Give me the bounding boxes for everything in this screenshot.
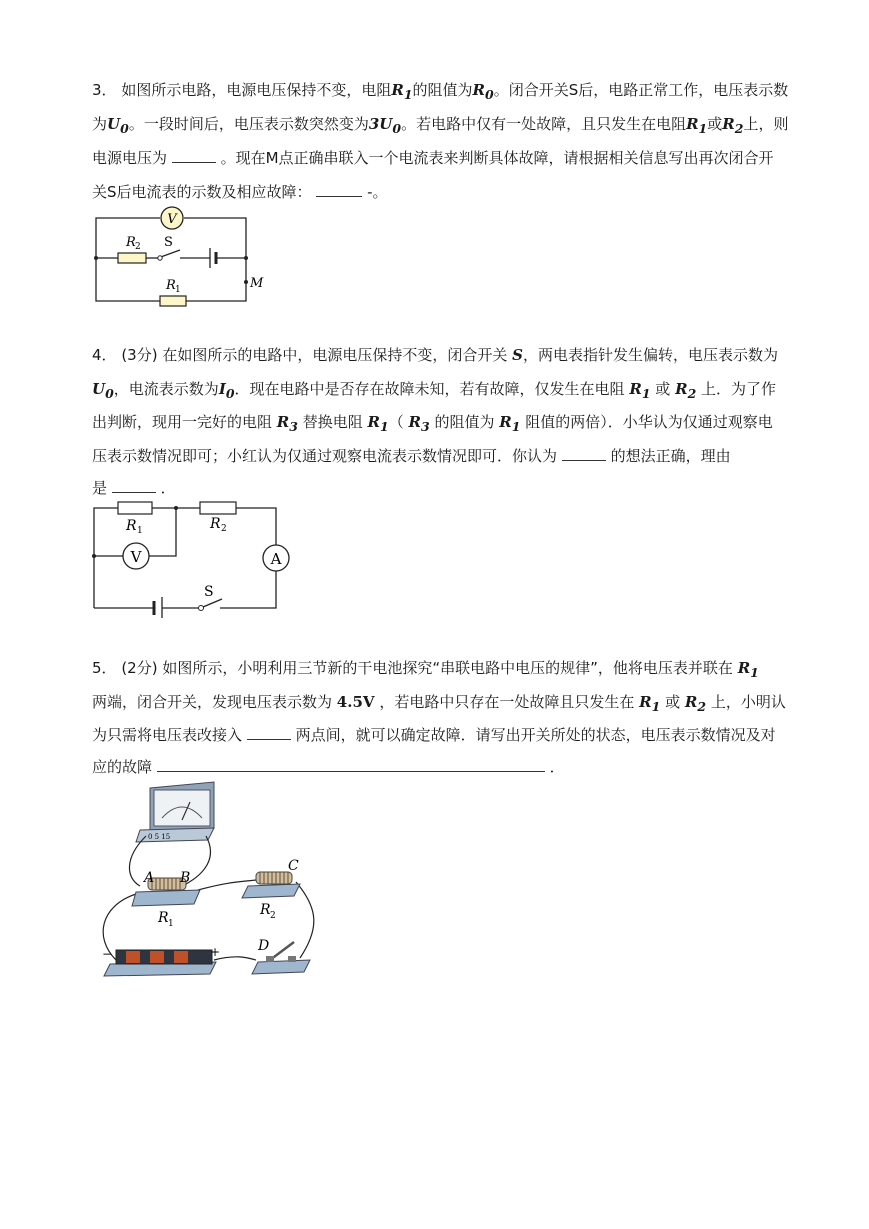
svg-text:−: − [102, 947, 113, 961]
ammeter-symbol [263, 545, 289, 571]
svg-text:S: S [164, 235, 173, 250]
q4-line-1: 4． (3分) 在如图所示的电路中，电源电压保持不变，闭合开关 S，两电表指针发生偏转，电压表示数为 [92, 346, 779, 364]
q3-number: 3． [92, 81, 117, 99]
battery-box [102, 945, 220, 976]
battery-symbol [210, 248, 216, 268]
svg-text:M: M [250, 276, 264, 291]
q4-answer-blank-1[interactable] [562, 446, 606, 461]
q3-line-1: 3． 如图所示电路，电源电压保持不变，电阻$R_1$的阻值为$R_0$。闭合开关S后，电路正常工作，电压表示数 [92, 81, 789, 102]
q5-line-3: 为只需将电压表改接入 两点间，就可以确定故障．请写出开关所处的状态，电压表示数情况及对 [92, 726, 776, 744]
svg-text:R: R [158, 910, 169, 926]
switch-symbol [199, 584, 223, 611]
resistor-r2 [118, 253, 146, 263]
q3-answer-blank-1[interactable] [172, 148, 216, 163]
q3-circuit-diagram [88, 200, 278, 310]
svg-text:2: 2 [135, 242, 141, 252]
svg-text:1: 1 [175, 285, 181, 295]
q4-number: 4． [92, 346, 117, 364]
q5-answer-blank-2[interactable] [157, 757, 545, 772]
svg-text:R: R [126, 235, 136, 250]
q4-circuit-diagram [88, 498, 298, 618]
q4-line-2: $U_0$，电流表示数为$I_0$．现在电路中是否存在故障未知，若有故障，仅发生在电阻 $R_1$ 或 $R_2$ 上．为了作 [92, 380, 777, 401]
resistor-r1-device [132, 870, 200, 929]
svg-text:A: A [144, 870, 155, 886]
svg-text:+: + [210, 945, 221, 959]
resistor-r2 [200, 502, 236, 514]
switch-pivot [158, 256, 162, 260]
svg-text:2: 2 [270, 911, 276, 921]
q3-answer-blank-2[interactable] [316, 182, 362, 197]
battery-symbol [154, 597, 162, 618]
q3-line-3: 电源电压为 。现在M点正确串联入一个电流表来判断具体故障，请根据相关信息写出再次闭合开 [92, 149, 774, 167]
svg-text:R: R [210, 516, 221, 532]
voltmeter-symbol [123, 543, 149, 569]
svg-text:D: D [258, 938, 270, 954]
q5-line-1: 5． (2分) 如图所示，小明利用三节新的干电池探究“串联电路中电压的规律”，他将电压表并联在 $R_1$ [92, 659, 759, 680]
q4-line-4: 压表示数情况即可；小红认为仅通过观察电流表示数情况即可．你认为 的想法正确，理由 [92, 447, 731, 465]
q3-line-2: 为$U_0$。一段时间后，电压表示数突然变为$3U_0$。若电路中仅有一处故障，且只发生在电阻$R_1$或$R_2$上，则 [92, 115, 789, 136]
q3-line-4: 关S后电流表的示数及相应故障： -。 [92, 183, 388, 201]
svg-text:2: 2 [221, 524, 227, 534]
q5-line-2: 两端，闭合开关，发现电压表示数为 4.5V ，若电路中只存在一处故障且只发生在 $R_1$ 或 $R_2$ 上，小明认 [92, 693, 786, 714]
q5-number: 5． [92, 659, 117, 677]
svg-text:1: 1 [137, 526, 143, 536]
svg-text:A: A [270, 550, 282, 568]
svg-text:V: V [167, 212, 177, 227]
voltmeter-symbol [161, 207, 183, 229]
q4-line-3: 出判断，现用一完好的电阻 $R_3$ 替换电阻 $R_1$（ $R_3$ 的阻值为 $R_1$ 阻值的两倍）．小华认为仅通过观察电 [92, 413, 773, 434]
svg-text:R: R [260, 902, 271, 918]
q4-line-5: 是 ． [92, 479, 176, 497]
svg-text:R: R [126, 518, 137, 534]
q5-apparatus-diagram [88, 778, 328, 978]
resistor-r1 [160, 296, 186, 306]
svg-text:R: R [166, 278, 176, 293]
q4-answer-blank-2[interactable] [112, 478, 156, 493]
resistor-r1 [118, 502, 152, 514]
svg-text:0 5 15: 0 5 15 [148, 833, 171, 841]
svg-text:V: V [130, 548, 142, 566]
svg-text:B: B [180, 870, 191, 886]
resistor-r2-device [242, 858, 300, 921]
voltmeter-device [136, 782, 214, 842]
svg-text:1: 1 [168, 919, 174, 929]
q5-line-4: 应的故障 ． [92, 758, 565, 776]
q5-answer-blank-1[interactable] [247, 725, 291, 740]
svg-text:C: C [288, 858, 299, 874]
svg-text:S: S [204, 584, 214, 600]
